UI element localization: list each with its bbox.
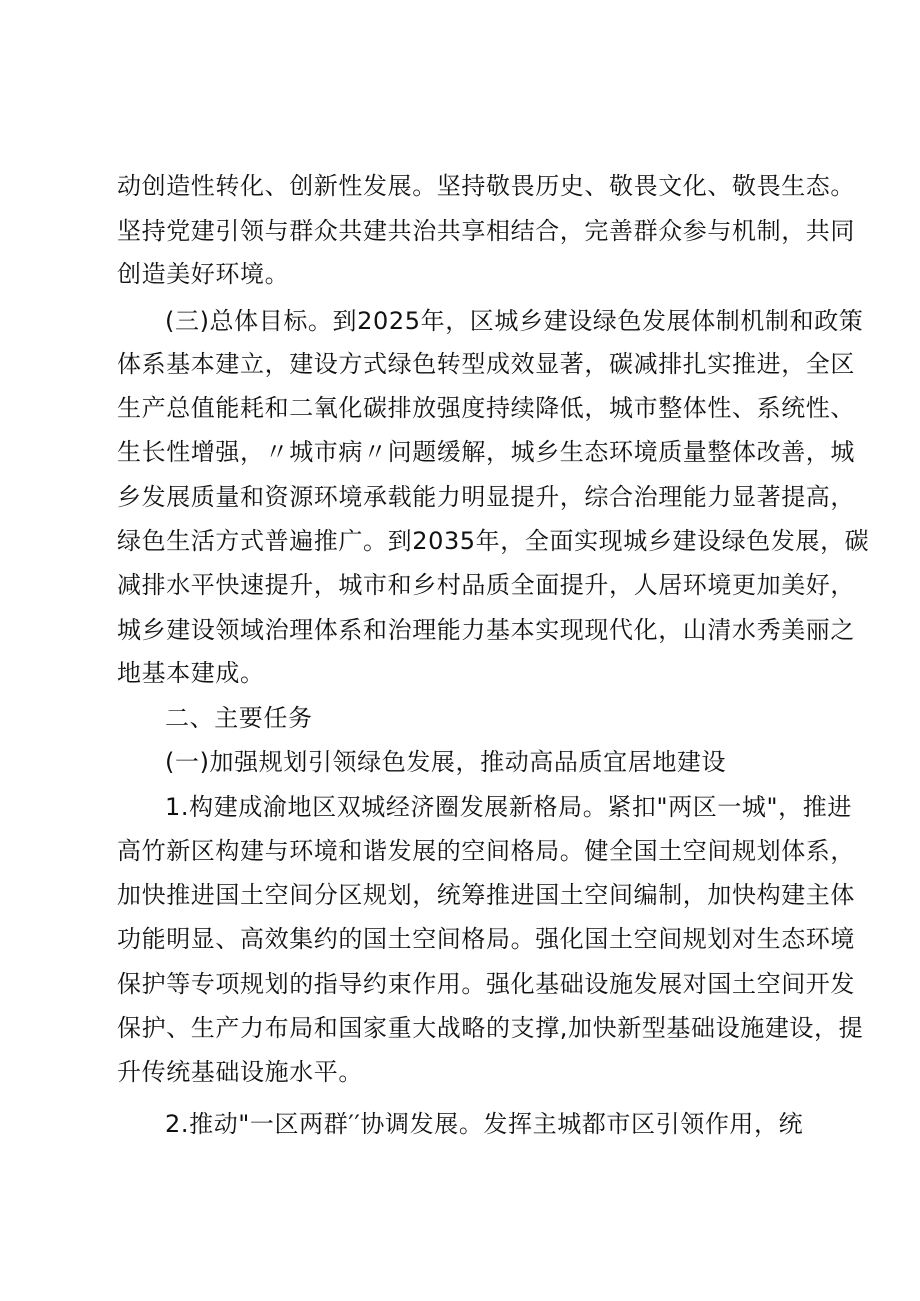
text-line: 地基本建成。 <box>117 659 265 687</box>
text-line: 加快推进国土空间分区规划，统筹推进国土空间编制，加快构建主体 <box>117 881 855 909</box>
text-line: 创造美好环境。 <box>117 260 290 288</box>
text-line: 升传统基础设施水平。 <box>117 1058 363 1086</box>
text-line: 体系基本建立，建设方式绿色转型成效显著，碳减排扎实推进，全区 <box>117 350 855 378</box>
text-line: 动创造性转化、创新性发展。坚持敬畏历史、敬畏文化、敬畏生态。 <box>117 172 855 200</box>
text-line: 高竹新区构建与环境和谐发展的空间格局。健全国土空间规划体系， <box>117 837 855 865</box>
text-line: 减排水平快速提升，城市和乡村品质全面提升，人居环境更加美好， <box>117 571 855 599</box>
text-line: 城乡建设领域治理体系和治理能力基本实现现代化，山清水秀美丽之 <box>117 616 855 644</box>
text-line: 生长性增强，〃城市病〃问题缓解，城乡生态环境质量整体改善，城 <box>117 438 855 466</box>
text-line: 坚持党建引领与群众共建共治共享相结合，完善群众参与机制，共同 <box>117 217 855 245</box>
item-heading: 1.构建成渝地区双城经济圈发展新格局。紧扣"两区一城"，推进 <box>165 793 852 821</box>
text-line: 功能明显、高效集约的国土空间格局。强化国土空间规划对生态环境 <box>117 925 855 953</box>
text-line: 乡发展质量和资源环境承载能力明显提升，综合治理能力显著提高， <box>117 483 855 511</box>
text-line: 生产总值能耗和二氧化碳排放强度持续降低，城市整体性、系统性、 <box>117 394 855 422</box>
paragraph-heading: (三)总体目标。到2025年，区城乡建设绿色发展体制机制和政策 <box>165 307 864 335</box>
item-heading: 2.推动"一区两群′′协调发展。发挥主城都市区引领作用，统 <box>165 1110 804 1138</box>
text-line: 保护等专项规划的指导约束作用。强化基础设施发展对国土空间开发 <box>117 970 855 998</box>
section-heading: 二、主要任务 <box>165 704 313 732</box>
text-line: 绿色生活方式普遍推广。到2035年，全面实现城乡建设绿色发展，碳 <box>117 527 870 555</box>
subsection-heading: (一)加强规划引领绿色发展，推动高品质宜居地建设 <box>165 748 727 776</box>
text-line: 保护、生产力布局和国家重大战略的支撑,加快新型基础设施建设，提 <box>117 1014 864 1042</box>
